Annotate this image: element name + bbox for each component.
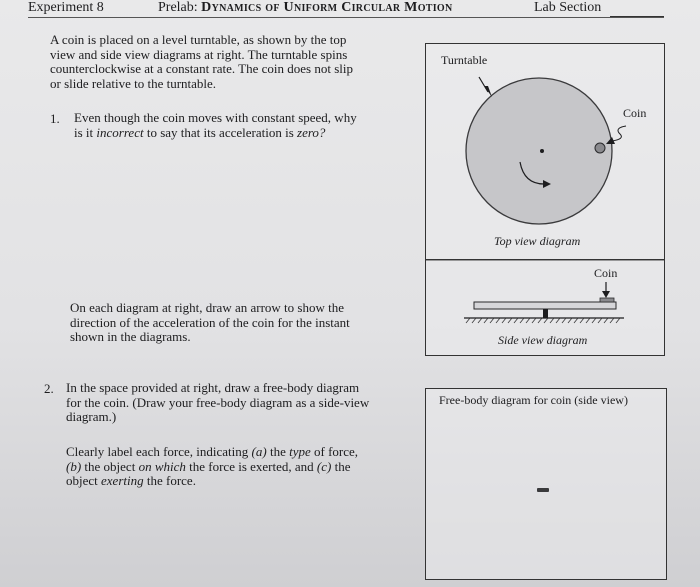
q1-line: Even though the coin moves with constant speed, why <box>74 110 357 125</box>
lab-section-blank <box>610 16 664 17</box>
instruction-line: direction of the acceleration of the coin for the instant <box>70 314 350 330</box>
side-coin <box>600 298 614 302</box>
text-span: the force. <box>143 473 196 488</box>
q2-label-line <box>66 460 416 475</box>
turntable-pointer-arrow <box>479 77 488 92</box>
ground-hatching <box>466 318 620 323</box>
side-coin-label: Coin <box>594 266 618 280</box>
center-dot <box>540 149 544 153</box>
q2-label-line <box>66 445 416 460</box>
side-view-box <box>425 259 665 356</box>
text-span: Clearly label each force, indicating <box>66 444 252 459</box>
q1-line <box>74 126 414 141</box>
fbd-coin <box>537 488 549 492</box>
coin <box>595 143 605 153</box>
q2-label-instruction <box>66 445 416 489</box>
intro-line: A coin is placed on a level turntable, as shown by the top <box>50 32 347 47</box>
q1-text-span: is it <box>74 124 97 140</box>
q2-text <box>66 381 416 425</box>
fbd-title: Free-body diagram for coin (side view) <box>439 393 628 407</box>
spindle <box>543 309 548 318</box>
arrowhead <box>602 291 610 298</box>
turntable-label: Turntable <box>441 53 488 67</box>
q2-number: 2. <box>44 381 54 396</box>
instruction-line: On each diagram at right, draw an arrow to show the <box>70 300 344 315</box>
prelab-title-text: Dynamics of Uniform Circular Motion <box>201 0 453 15</box>
side-view-caption: Side view diagram <box>498 333 588 347</box>
text-span: of force, <box>310 444 359 459</box>
text-span: the force is exerted, and <box>185 458 317 474</box>
q2-label-line <box>66 474 416 489</box>
text-emph: (c) <box>316 458 332 474</box>
text-emph: exerting <box>101 473 144 488</box>
top-view-caption: Top view diagram <box>494 234 581 248</box>
top-view-box <box>425 43 665 261</box>
lab-section-label: Lab Section <box>534 0 602 15</box>
text-emph: on which <box>138 458 186 474</box>
coin-label: Coin <box>623 106 647 120</box>
instruction-line: shown in the diagrams. <box>70 329 191 344</box>
top-view-drawing <box>426 44 664 260</box>
intro-line: view and side view diagrams at right. The turntable spins <box>50 46 348 62</box>
q1-emph-incorrect: incorrect <box>96 124 144 140</box>
coin-pointer-line <box>612 126 626 141</box>
turntable-plate <box>474 302 616 309</box>
q1-emph-zero: zero? <box>297 124 326 140</box>
q2-line: In the space provided at right, draw a free-body diagram <box>66 380 360 395</box>
intro-paragraph <box>50 33 410 91</box>
turntable-disk <box>466 78 612 224</box>
prelab-prefix: Prelab: <box>158 0 198 15</box>
text-span: the <box>331 458 351 474</box>
header-rule <box>28 17 664 18</box>
text-span: the <box>266 444 290 459</box>
q2-line: for the coin. (Draw your free-body diagram as a side-view <box>66 394 370 410</box>
prelab-title <box>158 0 453 16</box>
text-emph: (b) <box>66 458 82 474</box>
experiment-label: Experiment 8 <box>28 0 104 15</box>
q1-text-span: to say that its acceleration is <box>143 124 298 140</box>
q1-instruction <box>70 301 410 345</box>
q1-number: 1. <box>50 111 60 126</box>
text-emph: (a) <box>251 444 267 459</box>
intro-line: counterclockwise at a constant rate. The coin does not slip <box>50 61 353 76</box>
q2-line: diagram.) <box>66 409 117 424</box>
intro-line: or slide relative to the turntable. <box>50 75 217 91</box>
text-emph: type <box>289 444 311 459</box>
free-body-diagram-box <box>425 388 667 580</box>
text-span: the object <box>81 458 139 474</box>
text-span: object <box>66 473 102 488</box>
q1-text <box>74 111 414 140</box>
